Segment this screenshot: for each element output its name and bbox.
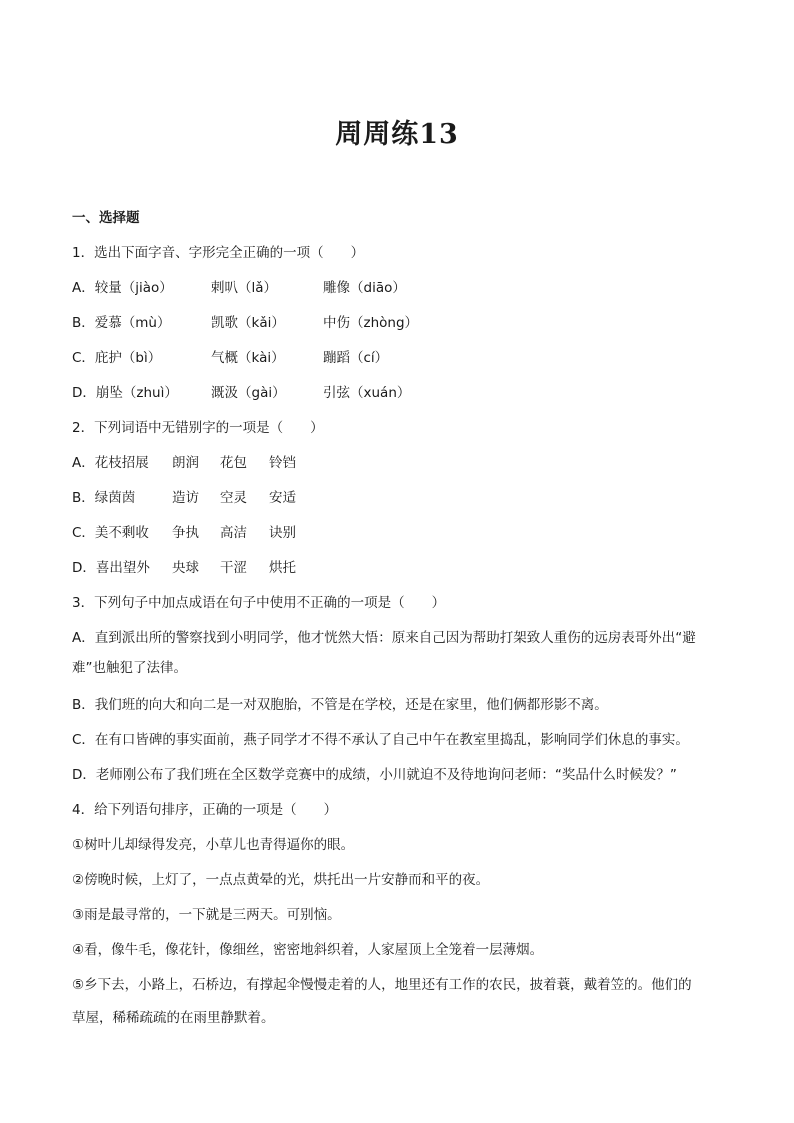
option-part: 溉汲（gài） <box>211 385 286 401</box>
option-part: 烘托 <box>269 560 296 576</box>
option-part: 凯歌（kǎi） <box>211 315 285 331</box>
question-4-sentence-3: ③雨是最寻常的，一下就是三两天。可别恼。 <box>72 907 341 923</box>
question-4-sentence-5-line2: 草屋，稀稀疏疏的在雨里静默着。 <box>72 1010 275 1026</box>
option-part: 雕像（diāo） <box>323 280 406 296</box>
option-part: C．庇护（bì） <box>72 350 162 366</box>
option-part: 央球 <box>172 560 199 576</box>
option-part: 造访 <box>172 490 199 506</box>
option-part: 安适 <box>269 490 296 506</box>
option-part: 朗润 <box>172 455 199 471</box>
option-part: D．喜出望外 <box>72 560 150 576</box>
question-3-option-d: D．老师刚公布了我们班在全区数学竞赛中的成绩，小川就迫不及待地询问老师：“奖品什么时候发？” <box>72 767 677 783</box>
option-part: C．美不剩收 <box>72 525 149 541</box>
option-part: A．花枝招展 <box>72 455 149 471</box>
option-part: 干涩 <box>220 560 247 576</box>
option-part: B．爱慕（mù） <box>72 315 171 331</box>
question-4-sentence-2: ②傍晚时候，上灯了，一点点黄晕的光，烘托出一片安静而和平的夜。 <box>72 872 490 888</box>
option-part: 引弦（xuán） <box>323 385 411 401</box>
option-part: 气概（kài） <box>211 350 285 366</box>
option-part: 花包 <box>220 455 247 471</box>
option-part: 高洁 <box>220 525 247 541</box>
question-1-stem: 1．选出下面字音、字形完全正确的一项（ ） <box>72 245 365 261</box>
page-title: 周周练13 <box>335 119 459 150</box>
option-part: 中伤（zhòng） <box>323 315 419 331</box>
question-3-option-a-line1: A．直到派出所的警察找到小明同学，他才恍然大悟：原来自己因为帮助打架致人重伤的远房表哥外出“避 <box>72 630 696 646</box>
option-part: 蹦蹈（cí） <box>323 350 389 366</box>
option-part: 剌叭（lǎ） <box>211 280 278 296</box>
option-part: B．绿茵茵 <box>72 490 136 506</box>
question-3-option-a-line2: 难”也触犯了法律。 <box>72 660 187 676</box>
option-part: 争执 <box>172 525 199 541</box>
question-3-option-b: B．我们班的向大和向二是一对双胞胎，不管是在学校，还是在家里，他们俩都形影不离。 <box>72 697 608 713</box>
option-part: D．崩坠（zhuì） <box>72 385 178 401</box>
option-part: A．较量（jiào） <box>72 280 173 296</box>
question-4-stem: 4．给下列语句排序，正确的一项是（ ） <box>72 802 338 818</box>
question-3-option-c: C．在有口皆碑的事实面前，燕子同学才不得不承认了自己中午在教室里捣乱，影响同学们休息的事实。 <box>72 732 689 748</box>
option-part: 诀别 <box>269 525 296 541</box>
question-3-stem: 3．下列句子中加点成语在句子中使用不正确的一项是（ ） <box>72 595 446 611</box>
option-part: 空灵 <box>220 490 247 506</box>
question-4-sentence-1: ①树叶儿却绿得发亮，小草儿也青得逼你的眼。 <box>72 837 355 853</box>
question-4-sentence-5-line1: ⑤乡下去，小路上，石桥边，有撑起伞慢慢走着的人，地里还有工作的农民，披着蓑，戴着笠的。他们的 <box>72 977 692 993</box>
section-heading: 一、选择题 <box>72 210 140 226</box>
option-part: 铃铛 <box>269 455 296 471</box>
question-2-stem: 2．下列词语中无错别字的一项是（ ） <box>72 420 324 436</box>
question-4-sentence-4: ④看，像牛毛，像花针，像细丝，密密地斜织着，人家屋顶上全笼着一层薄烟。 <box>72 942 544 958</box>
